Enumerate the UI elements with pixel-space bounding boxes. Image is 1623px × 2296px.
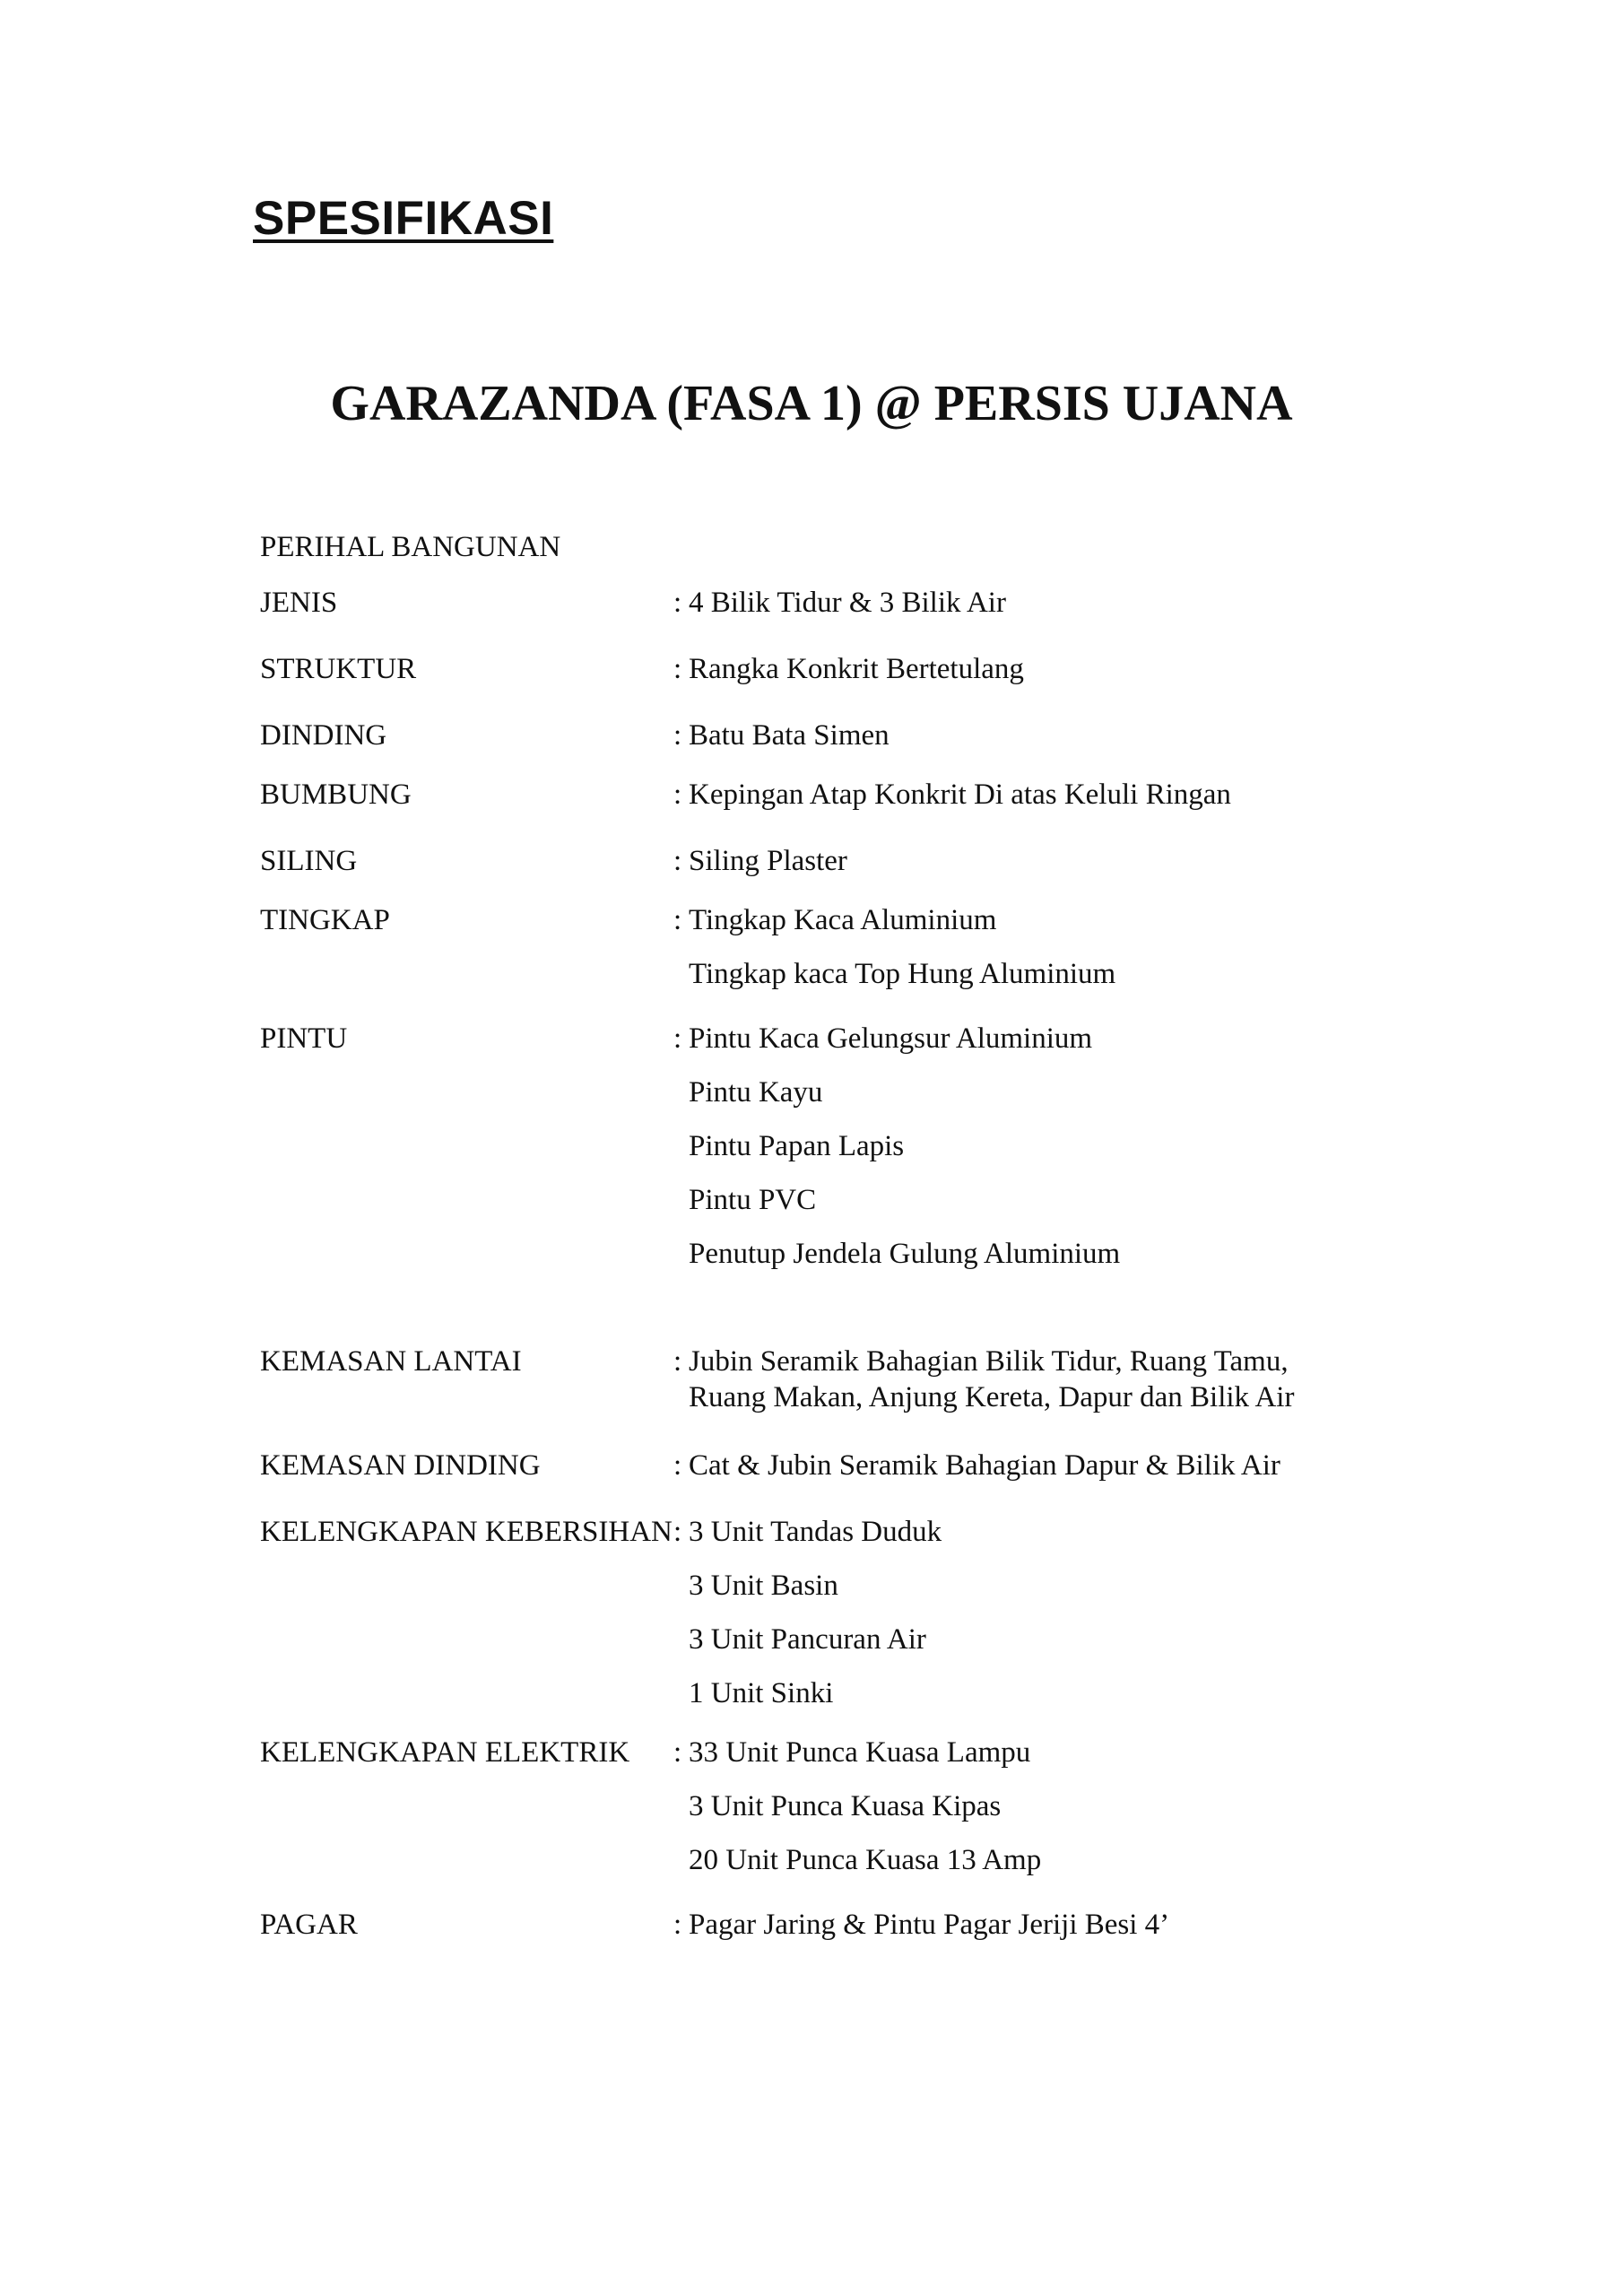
spec-value: 4 Bilik Tidur & 3 Bilik Air: [689, 587, 1006, 619]
spec-colon: :: [673, 1022, 682, 1055]
spec-value: Pintu Papan Lapis: [689, 1130, 905, 1162]
spec-colon: :: [673, 1516, 682, 1548]
spec-value: Pagar Jaring & Pintu Pagar Jeriji Besi 4’: [689, 1909, 1170, 1941]
spec-values: [689, 585, 1006, 639]
spec-label: STRUKTUR: [260, 653, 417, 685]
spec-value: Tingkap Kaca Aluminium: [689, 904, 997, 936]
spec-label: KEMASAN LANTAI: [260, 1345, 522, 1378]
spec-value: 3 Unit Basin: [689, 1570, 838, 1602]
spec-label: BUMBUNG: [260, 778, 412, 811]
spec-value: 3 Unit Pancuran Air: [689, 1623, 926, 1656]
spec-colon: :: [673, 778, 682, 811]
spec-colon: :: [673, 845, 682, 877]
spec-value: 1 Unit Sinki: [689, 1677, 834, 1709]
spec-value: Cat & Jubin Seramik Bahagian Dapur & Bilik Air: [689, 1449, 1280, 1482]
spec-values: [689, 718, 890, 771]
spec-value: Pintu PVC: [689, 1184, 817, 1216]
spec-value: 3 Unit Tandas Duduk: [689, 1516, 942, 1548]
spec-value: Pintu Kayu: [689, 1076, 823, 1109]
spec-values: [689, 1344, 1294, 1415]
spec-values: [689, 1448, 1280, 1501]
spec-value: 33 Unit Punca Kuasa Lampu: [689, 1736, 1031, 1769]
spec-value: Ruang Makan, Anjung Kereta, Dapur dan Bilik Air: [689, 1381, 1295, 1413]
spec-colon: :: [673, 1909, 682, 1941]
spec-label: KEMASAN DINDING: [260, 1449, 541, 1482]
spec-value: Penutup Jendela Gulung Aluminium: [689, 1238, 1121, 1270]
spec-colon: :: [673, 1736, 682, 1769]
spec-value: 3 Unit Punca Kuasa Kipas: [689, 1790, 1002, 1822]
spec-values: [689, 777, 1231, 831]
spec-label: DINDING: [260, 719, 387, 752]
spec-label: SILING: [260, 845, 358, 877]
spec-colon: :: [673, 904, 682, 936]
spec-values: [689, 1735, 1041, 1896]
spec-values: [689, 843, 847, 897]
spec-value: Pintu Kaca Gelungsur Aluminium: [689, 1022, 1093, 1055]
project-title: GARAZANDA (FASA 1) @ PERSIS UJANA: [330, 376, 1293, 431]
spec-label: TINGKAP: [260, 904, 390, 936]
spec-colon: :: [673, 587, 682, 619]
page-heading: SPESIFIKASI: [253, 192, 554, 245]
spec-values: [689, 1907, 1169, 1961]
spec-colon: :: [673, 653, 682, 685]
spec-label: PINTU: [260, 1022, 348, 1055]
spec-colon: :: [673, 1449, 682, 1482]
spec-label: PAGAR: [260, 1909, 358, 1941]
spec-values: [689, 651, 1024, 705]
spec-value: Jubin Seramik Bahagian Bilik Tidur, Ruang Tamu,: [689, 1345, 1289, 1378]
spec-values: [689, 902, 1115, 1010]
spec-value: Siling Plaster: [689, 845, 847, 877]
spec-values: [689, 1514, 942, 1729]
spec-label: KELENGKAPAN ELEKTRIK: [260, 1736, 630, 1769]
section-label: PERIHAL BANGUNAN: [260, 531, 561, 563]
spec-values: [689, 1021, 1120, 1290]
spec-colon: :: [673, 719, 682, 752]
spec-colon: :: [673, 1345, 682, 1378]
spec-value: Kepingan Atap Konkrit Di atas Keluli Ringan: [689, 778, 1231, 811]
spec-value: Batu Bata Simen: [689, 719, 890, 752]
spec-value: Rangka Konkrit Bertetulang: [689, 653, 1024, 685]
spec-value: Tingkap kaca Top Hung Aluminium: [689, 958, 1116, 990]
spec-label: JENIS: [260, 587, 338, 619]
spec-value: 20 Unit Punca Kuasa 13 Amp: [689, 1844, 1042, 1876]
spec-label: KELENGKAPAN KEBERSIHAN: [260, 1516, 673, 1548]
